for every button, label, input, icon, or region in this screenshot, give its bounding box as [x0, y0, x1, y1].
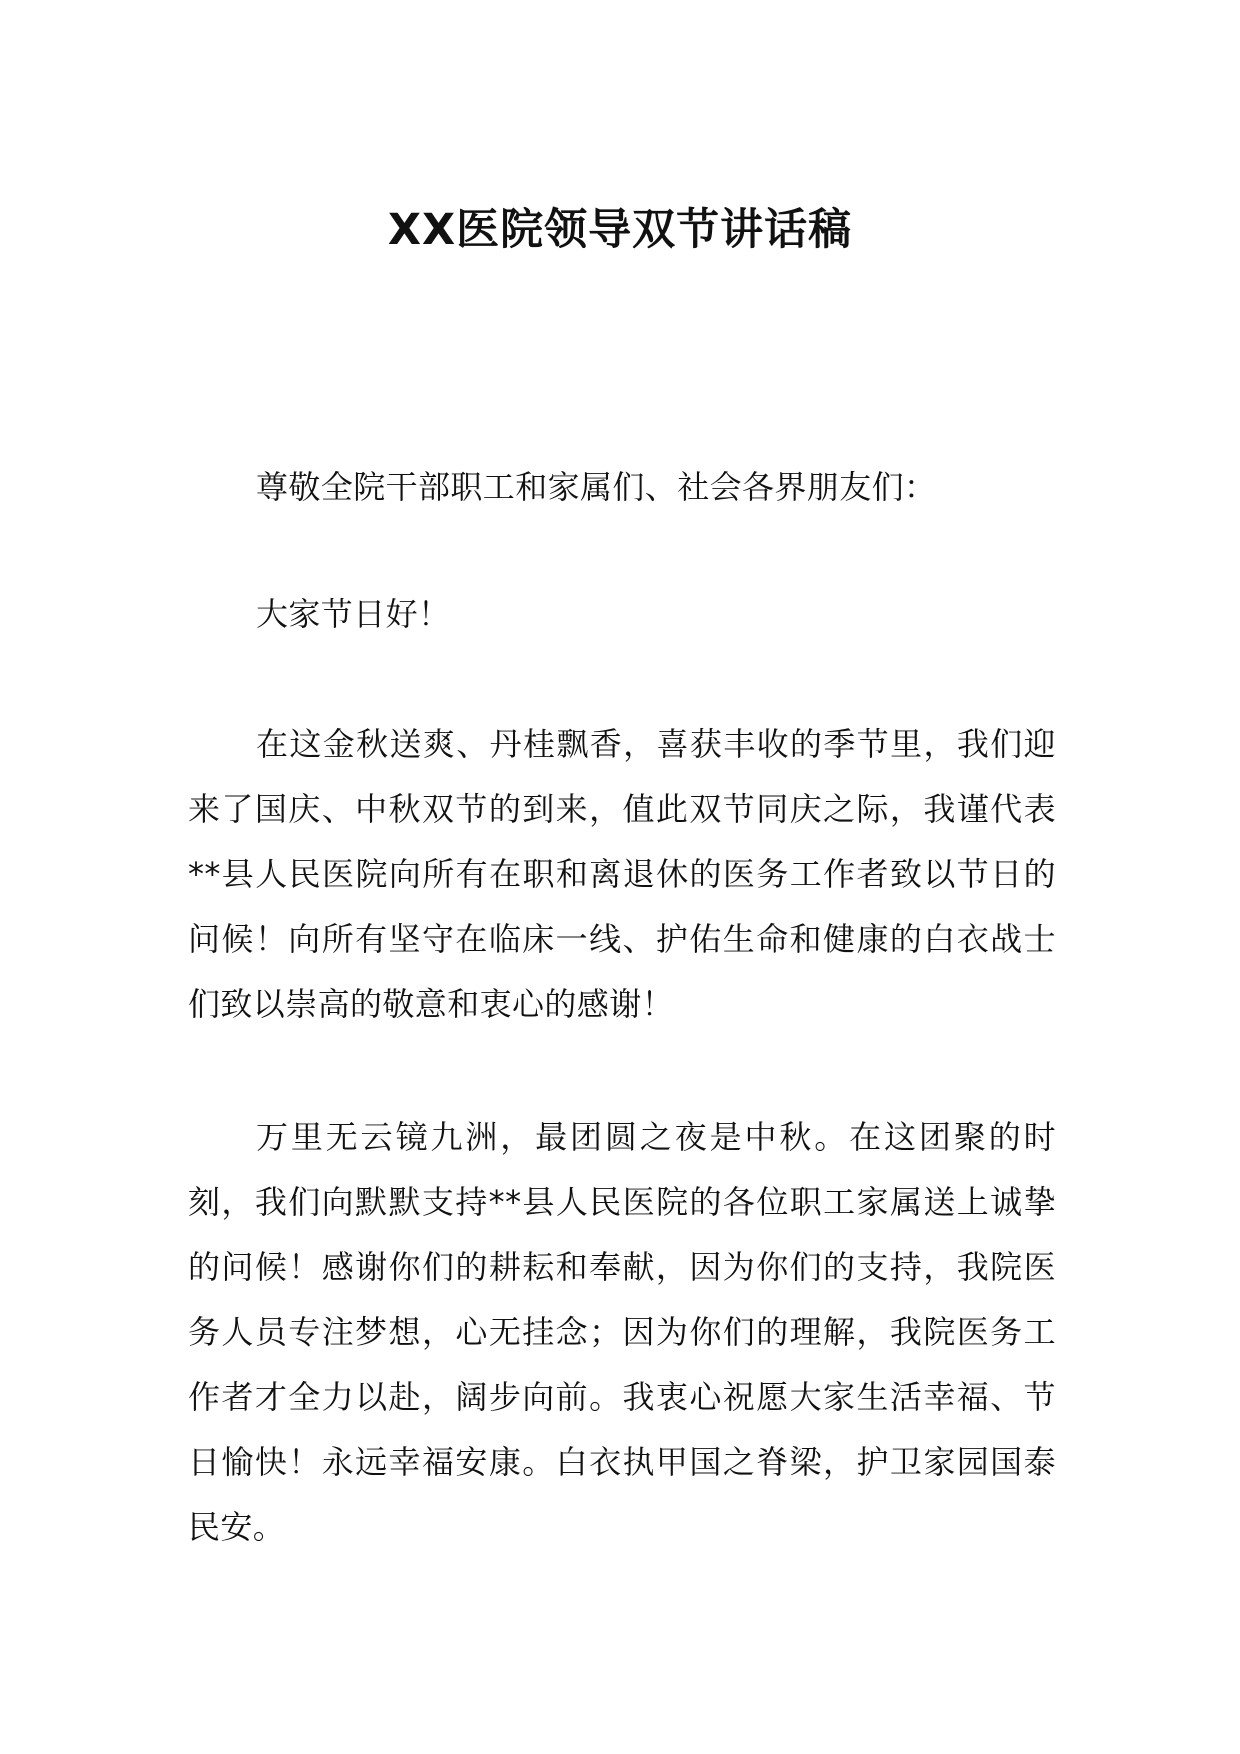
salutation-line: 大家节日好！: [256, 595, 451, 633]
paragraph-1: 在这金秋送爽、丹桂飘香，喜获丰收的季节里，我们迎来了国庆、中秋双节的到来，值此双节同庆之际，我谨代表**县人民医院向所有在职和离退休的医务工作者致以节日的问候！向所有坚守在临床一线、护佑生命和健康的白衣战士们致以崇高的敬意和衷心的感谢！: [188, 725, 1056, 1023]
document-title: XX医院领导双节讲话稿: [387, 205, 853, 255]
paragraph-2: 万里无云镜九洲，最团圆之夜是中秋。在这团聚的时刻，我们向默默支持**县人民医院的各位职工家属送上诚挚的问候！感谢你们的耕耘和奉献，因为你们的支持，我院医务人员专注梦想，心无挂念；因为你们的理解，我院医务工作者才全力以赴，阔步向前。我衷心祝愿大家生活幸福、节日愉快！永远幸福安康。白衣执甲国之脊梁，护卫家园国泰民安。: [188, 1118, 1056, 1546]
greeting-line: 尊敬全院干部职工和家属们、社会各界朋友们：: [256, 468, 937, 506]
